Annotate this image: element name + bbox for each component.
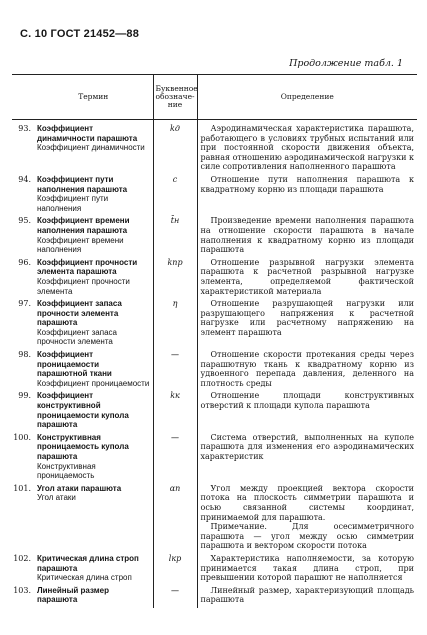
term-short-form: Угол атаки <box>37 493 76 503</box>
table-row <box>12 484 417 554</box>
definition-cell <box>197 391 417 432</box>
table-row <box>12 391 417 432</box>
definition-cell <box>197 554 417 586</box>
term-number: 100. <box>13 432 31 442</box>
letter-symbol: — <box>153 350 197 391</box>
term-number: 94. <box>18 174 31 184</box>
term-short-form: Коэффициент проницаемости <box>37 378 150 388</box>
term-russian: Коэффициент прочности элемента парашюта <box>37 257 138 277</box>
term-number: 101. <box>13 483 31 493</box>
term-cell <box>34 350 153 391</box>
term-short-form: Коэффициент пути наполнения <box>37 194 109 213</box>
term-cell <box>34 391 153 432</box>
term-number: 95. <box>18 216 31 226</box>
table-row <box>12 120 417 175</box>
definition-cell <box>197 216 417 257</box>
term-russian: Коэффициент запаса прочности элемента парашюта <box>37 299 122 328</box>
terms-table <box>12 74 417 608</box>
letter-symbol: kд <box>153 120 197 175</box>
definition-cell <box>197 586 417 608</box>
letter-symbol: kк <box>153 391 197 432</box>
definition-text: Отношение пути наполнения парашюта к квадратному корню из площади парашюта <box>200 174 414 194</box>
term-russian: Коэффициент времени наполнения парашюта <box>37 216 130 235</box>
term-cell <box>34 120 153 175</box>
header-symbol: Буквенное обозначе-ние <box>153 75 197 120</box>
letter-symbol: kпр <box>153 258 197 299</box>
term-cell <box>34 554 153 586</box>
header-definition: Определение <box>197 75 417 120</box>
definition-cell <box>197 175 417 216</box>
term-number: 93. <box>18 124 31 133</box>
term-russian: Критическая длина строп парашюта <box>37 553 139 573</box>
term-short-form: Критическая длина строп <box>37 573 132 583</box>
definition-cell <box>197 258 417 299</box>
letter-symbol: — <box>153 433 197 484</box>
definition-cell <box>197 120 417 175</box>
letter-symbol: c <box>153 175 197 216</box>
term-cell <box>34 484 153 554</box>
term-number: 97. <box>18 299 31 309</box>
letter-symbol: η <box>153 299 197 350</box>
definition-text: Произведение времени наполнения парашюта на отношение скорости парашюта в начале наполнения к квадратному корню из площади парашюта <box>200 216 414 255</box>
term-number: 98. <box>18 350 31 360</box>
term-russian: Линейный размер парашюта <box>37 585 109 605</box>
table-header-row <box>12 75 417 120</box>
term-number: 103. <box>13 585 31 595</box>
table-row <box>12 216 417 257</box>
letter-symbol: lкр <box>153 554 197 586</box>
definition-text: Отношение площади конструктивных отверстий к площади купола парашюта <box>200 391 414 411</box>
term-cell <box>34 586 153 608</box>
header-term: Термин <box>34 75 153 120</box>
term-number: 96. <box>18 257 31 267</box>
table-row <box>12 554 417 586</box>
term-russian: Коэффициент конструктивной проницаемости купола парашюта <box>37 391 129 430</box>
term-russian: Коэффициент пути наполнения парашюта <box>37 174 128 194</box>
definition-note: Примечание. Для осесимметричного парашюта — угол между осью симметрии парашюта и вектором скорости потока <box>200 522 414 551</box>
definition-text: Отношение разрушающей нагрузки или разрушающего напряжения к расчетной нагрузке или расчетному напряжению на элемент парашюта <box>200 299 414 337</box>
definition-text: Отношение разрывной нагрузки элемента парашюта к расчетной разрывной нагрузке элемента, определяемой фактической характеристикой материала <box>200 257 414 296</box>
term-short-form: Конструктивная проницаемость <box>37 461 96 481</box>
definition-text: Аэродинамическая характеристика парашюта, работающего в условиях трубных испытаний или при постоянной скорости движения объекта, равная отношению аэродинамической нагрузки к силе сопротивления наполненного парашюта <box>200 124 414 172</box>
term-short-form: Коэффициент прочности элемента <box>37 276 130 296</box>
term-cell <box>34 299 153 350</box>
table-row <box>12 299 417 350</box>
table-continuation-label: Продолжение табл. 1 <box>289 58 403 69</box>
term-russian: Угол атаки парашюта <box>37 483 122 493</box>
definition-text: Отношение скорости протекания среды через парашютную ткань к квадратному корню из удвоенного перепада давления, деленного на плотность среды <box>200 350 414 388</box>
term-cell <box>34 433 153 484</box>
term-short-form: Коэффициент динамичности <box>37 143 145 153</box>
page-header: С. 10 ГОСТ 21452—88 <box>20 28 140 40</box>
letter-symbol: αп <box>153 484 197 554</box>
term-cell <box>34 216 153 257</box>
term-short-form: Коэффициент запаса прочности элемента <box>37 327 117 347</box>
definition-text: Угол между проекцией вектора скорости потока на плоскость симметрии парашюта и осью связанной системы координат, принимаемой для парашюта. <box>200 483 414 522</box>
term-number: 102. <box>13 553 31 563</box>
definition-cell <box>197 350 417 391</box>
definition-text: Характеристика наполняемости, за которую принимается такая длина строп, при превышении которой парашют не наполняется <box>200 553 414 583</box>
term-cell <box>34 175 153 216</box>
definition-cell <box>197 299 417 350</box>
term-russian: Коэффициент проницаемости парашютной ткани <box>37 350 112 379</box>
term-russian: Коэффициент динамичности парашюта <box>37 124 138 143</box>
definition-cell <box>197 433 417 484</box>
term-short-form: Коэффициент времени наполнения <box>37 235 124 255</box>
table-row <box>12 433 417 484</box>
definition-cell <box>197 484 417 554</box>
definition-text: Система отверстий, выполненных на куполе парашюта для изменения его аэродинамических характеристик <box>200 432 414 461</box>
term-russian: Конструктивная проницаемость купола парашюта <box>37 432 129 461</box>
term-cell <box>34 258 153 299</box>
letter-symbol: — <box>153 586 197 608</box>
table-row <box>12 175 417 216</box>
letter-symbol: t̄н <box>153 216 197 257</box>
table-row <box>12 258 417 299</box>
term-number: 99. <box>18 391 31 401</box>
table-row <box>12 350 417 391</box>
definition-text: Линейный размер, характеризующий площадь парашюта <box>200 585 414 605</box>
table-row <box>12 586 417 608</box>
header-number <box>12 75 34 120</box>
